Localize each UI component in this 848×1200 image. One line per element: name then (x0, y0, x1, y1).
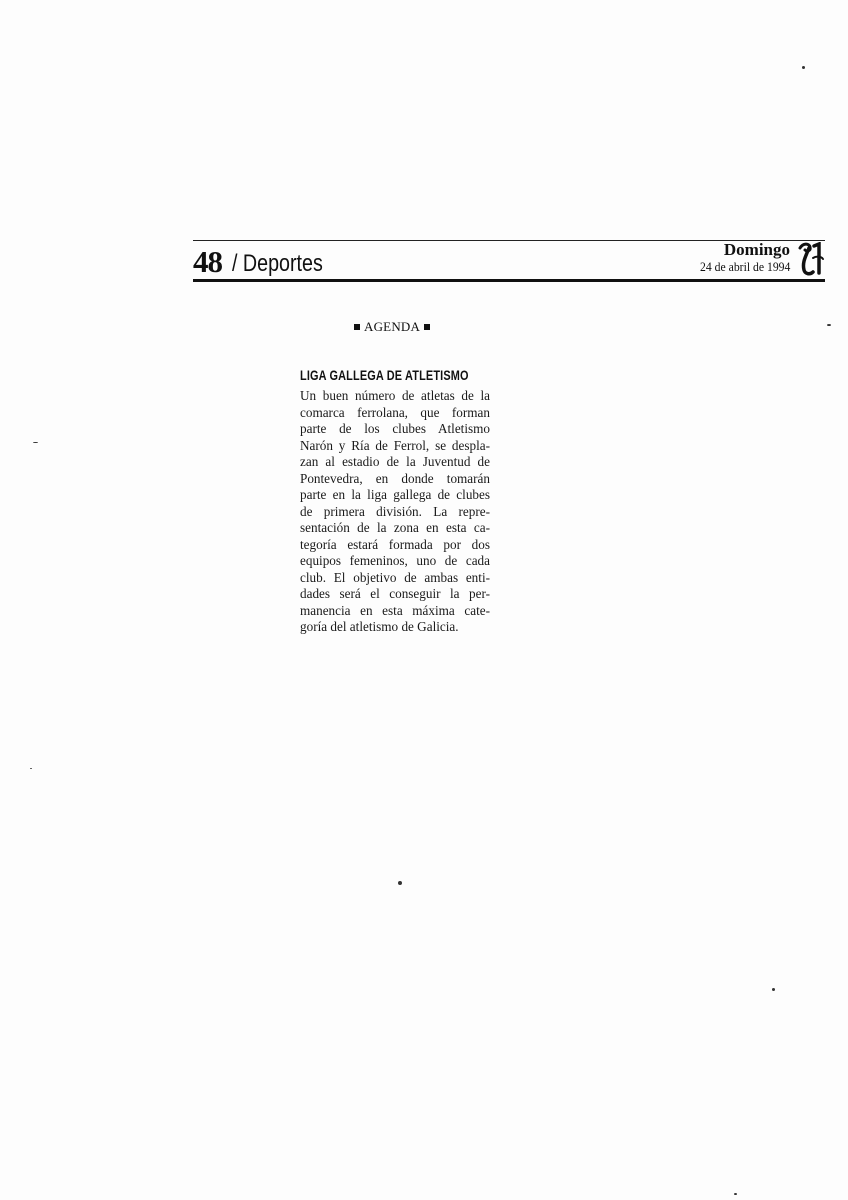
article-line: zan al estadio de la Juventud de (300, 454, 490, 469)
article-line: manencia en esta máxima cate- (300, 602, 490, 618)
newspaper-logo-icon (797, 242, 825, 276)
issue-day: Domingo (723, 240, 790, 259)
article-line: de primera división. La repre- (300, 503, 490, 519)
scan-speck (827, 324, 831, 326)
square-bullet-icon (354, 324, 360, 330)
scan-speck (772, 988, 775, 991)
article-line: sentación de la zona en esta ca- (300, 520, 490, 535)
header-bottom-rule (193, 279, 825, 282)
page-number: 48 (193, 244, 222, 279)
article-line: dades será el conseguir la per- (300, 586, 490, 601)
scan-speck (398, 881, 402, 885)
article-line: tegoría estará formada por dos (300, 536, 490, 552)
scan-speck (734, 1193, 737, 1195)
agenda-label-rest: GENDA (373, 319, 421, 334)
article-line: Narón y Ría de Ferrol, se despla- (300, 437, 490, 453)
article-body (300, 388, 490, 636)
article-line: club. El objetivo de ambas enti- (300, 569, 490, 585)
article-line: Pontevedra, en donde tomarán (300, 470, 490, 486)
article-headline: LIGA GALLEGA DE ATLETISMO (300, 367, 469, 383)
article-line: goría del atletismo de Galicia. (300, 619, 459, 634)
page-header (193, 238, 825, 284)
scan-speck (30, 768, 32, 769)
square-bullet-icon (424, 324, 430, 330)
article-line: Un buen número de atletas de la (300, 388, 490, 403)
issue-date: 24 de abril de 1994 (699, 259, 790, 274)
article-line: parte en la liga gallega de clubes (300, 487, 490, 502)
section-title: / Deportes (232, 250, 323, 277)
article-line: equipos femeninos, uno de cada (300, 553, 490, 568)
scan-speck (33, 442, 38, 443)
article-line: parte de los clubes Atletismo (300, 421, 490, 436)
scan-speck (802, 66, 805, 69)
agenda-label-initial: A (364, 319, 374, 334)
agenda-label (350, 318, 434, 336)
article-line: comarca ferrolana, que forman (300, 404, 490, 420)
